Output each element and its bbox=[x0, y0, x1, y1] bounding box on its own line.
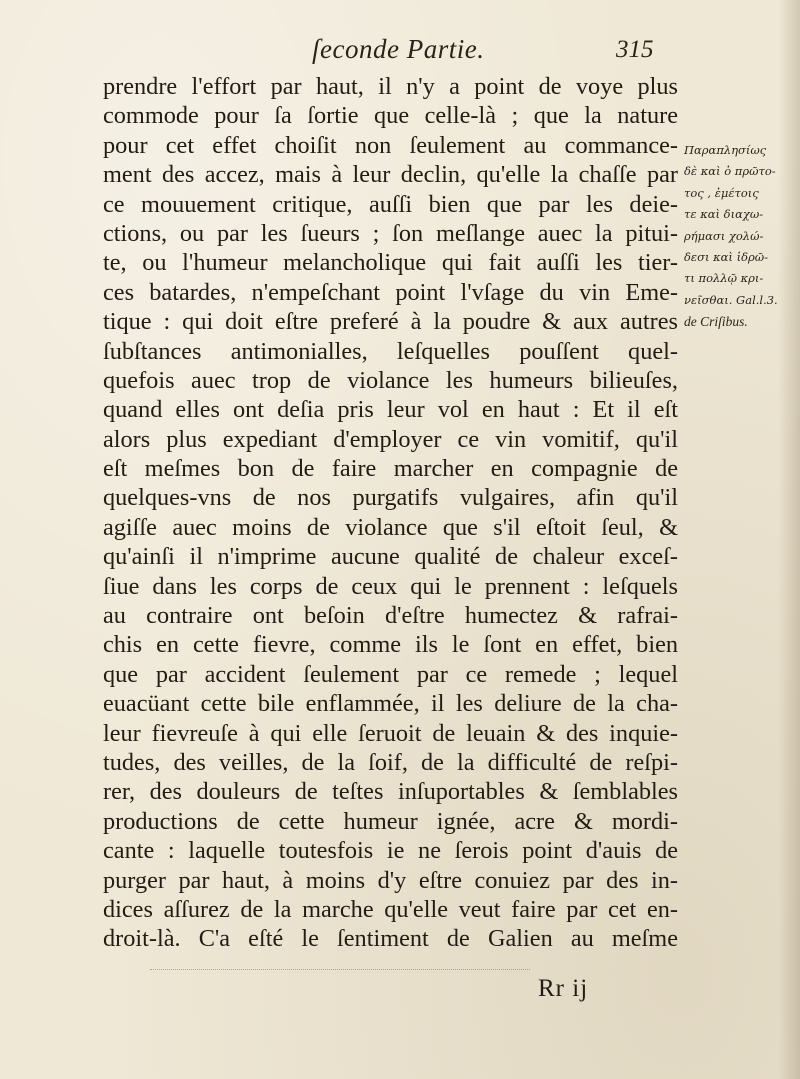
text-line: euacüant cette bile enflammée, il les deliure de la cha- bbox=[103, 690, 678, 718]
text-line: ſubſtances antimonialles, leſquelles pouſſent quel- bbox=[103, 337, 678, 365]
margin-note-citation: de Criſibus. bbox=[684, 314, 748, 330]
margin-note-line: τι πολλῷ κρι- bbox=[684, 271, 764, 286]
text-line: quand elles ont deſia pris leur vol en haut : Et il eſt bbox=[103, 396, 678, 424]
text-line: que par accident ſeulement par ce remede ; lequel bbox=[103, 660, 678, 688]
text-line: eſt meſmes bon de faire marcher en compagnie de bbox=[103, 455, 678, 483]
text-line: qu'ainſi il n'imprime aucune qualité de chaleur exceſ- bbox=[103, 543, 678, 571]
margin-note-line: τε καὶ διαχω- bbox=[684, 207, 764, 222]
text-line: alors plus expediant d'employer ce vin vomitif, qu'il bbox=[103, 425, 678, 453]
text-line: cante : laquelle toutesfois ie ne ſerois point d'auis de bbox=[103, 837, 678, 865]
text-line: quefois auec trop de violance les humeurs bilieuſes, bbox=[103, 366, 678, 394]
text-line: te, ou l'humeur melancholique qui fait auſſi les tier- bbox=[103, 249, 678, 277]
page-number: 315 bbox=[616, 36, 654, 63]
text-line: dices aſſurez de la marche qu'elle veut faire par cet en- bbox=[103, 895, 678, 923]
margin-note-line: δεσι καὶ ἱδρῶ- bbox=[684, 249, 769, 264]
text-line: tudes, des veilles, de la ſoif, de la difficulté de reſpi- bbox=[103, 748, 678, 776]
margin-note-line: τος , ἐμέτοις bbox=[684, 185, 759, 200]
main-text-block bbox=[103, 72, 678, 954]
text-line: droit-là. C'a eſté le ſentiment de Galien au meſme bbox=[103, 925, 678, 953]
text-line: ſiue dans les corps de ceux qui le prennent : leſquels bbox=[103, 572, 678, 600]
text-line: pour cet effet choiſit non ſeulement au commance- bbox=[103, 131, 678, 159]
text-line: commode pour ſa ſortie que celle-là ; que la nature bbox=[103, 102, 678, 130]
text-line: leur fievreuſe à qui elle ſeruoit de leuain & des inquie- bbox=[103, 719, 678, 747]
marginal-note bbox=[684, 140, 792, 333]
margin-note-line: Παραπλησίως bbox=[684, 143, 767, 157]
text-line: chis en cette fievre, comme ils le ſont en effet, bien bbox=[103, 631, 678, 659]
margin-note-line: νεῖσθαι. Gal.l.3. bbox=[684, 292, 778, 307]
signature-mark: Rr ij bbox=[538, 975, 589, 1002]
text-line: prendre l'effort par haut, il n'y a point de voye plus bbox=[103, 73, 678, 100]
footer-dotted-trace bbox=[150, 967, 530, 970]
text-line: tique : qui doit eſtre preferé à la poudre & aux autres bbox=[103, 308, 678, 336]
text-line: quelques-vns de nos purgatifs vulgaires, afin qu'il bbox=[103, 484, 678, 512]
text-line: agiſſe auec moins de violance que s'il eſtoit ſeul, & bbox=[103, 513, 678, 541]
text-line: ment des accez, mais à leur declin, qu'elle la chaſſe par bbox=[103, 161, 678, 189]
page-header bbox=[0, 34, 800, 74]
text-line: ce mouuement critique, auſſi bien que par les deie- bbox=[103, 190, 678, 218]
text-line: ces batardes, n'empeſchant point l'vſage du vin Eme- bbox=[103, 278, 678, 306]
text-line: rer, des douleurs de teſtes inſuportables & ſemblables bbox=[103, 778, 678, 806]
text-line: purger par haut, à moins d'y eſtre conuiez par des in- bbox=[103, 866, 678, 894]
text-line: ctions, ou par les ſueurs ; ſon meſlange auec la pitui- bbox=[103, 219, 678, 247]
margin-note-line: ρήμασι χολώ- bbox=[684, 228, 764, 243]
running-title: ſeconde Partie. bbox=[312, 34, 485, 64]
margin-note-line: δὲ καὶ ὁ πρῶτο- bbox=[684, 164, 776, 179]
page-footer bbox=[0, 975, 800, 1015]
text-line: au contraire ont beſoin d'eſtre humectez & rafrai- bbox=[103, 602, 678, 630]
text-line: productions de cette humeur ignée, acre & mordi- bbox=[103, 807, 678, 835]
